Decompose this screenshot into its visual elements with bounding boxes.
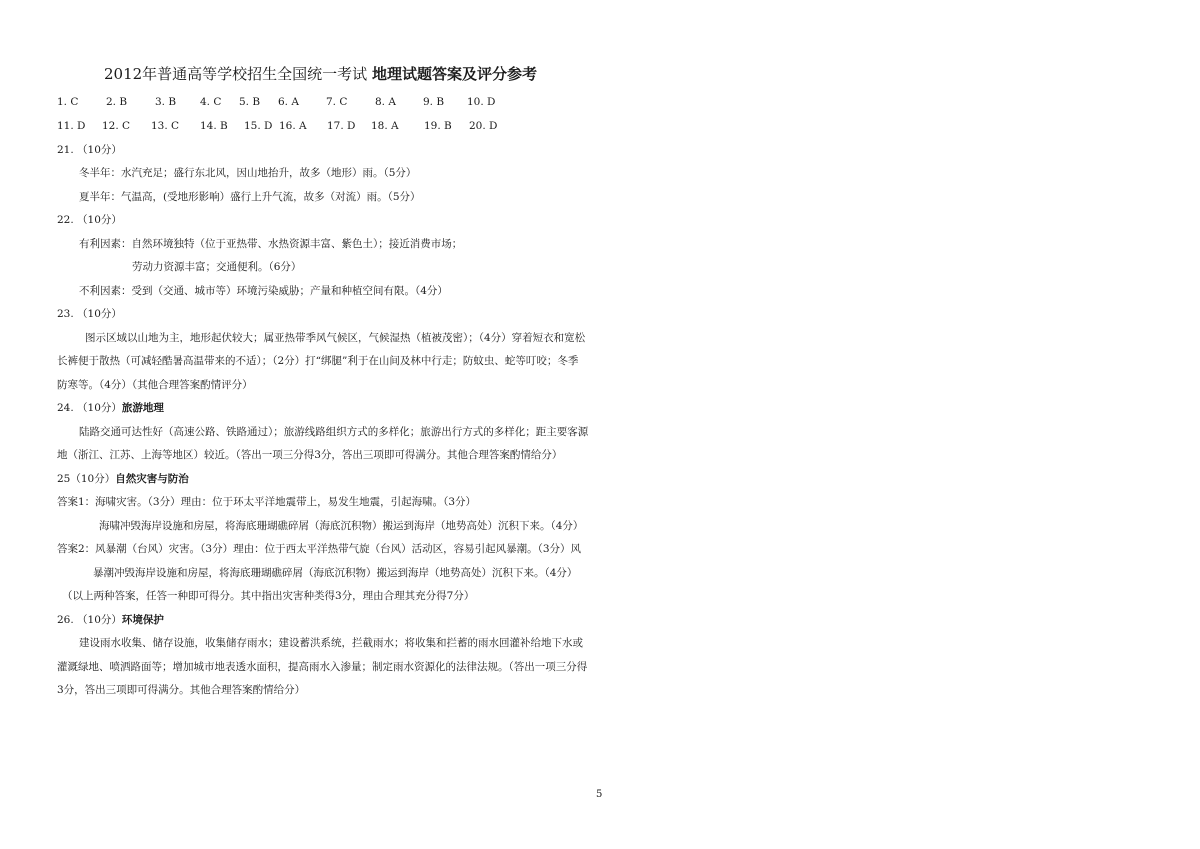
answer-text: 不利因素：受到（交通、城市等）环境污染威胁；产量和种植空间有限。（4分） [79, 285, 448, 297]
answer-text: 劳动力资源丰富；交通便利。（6分） [132, 261, 302, 273]
answer-item: 9. B [423, 96, 445, 108]
answer-text: 有利因素：自然环境独特（位于亚热带、水热资源丰富、紫色土）；接近消费市场； [79, 238, 463, 250]
answer-item: 10. D [467, 96, 496, 108]
answer-text: 长裤便于散热（可减轻酷暑高温带来的不适）；（2分）打“绑腿”利于在山间及林中行走；防蚊虫、蛇等叮咬；冬季 [57, 355, 579, 367]
question-topic: 环境保护 [121, 614, 164, 626]
answer-item: 5. B [239, 96, 261, 108]
answer-item: 8. A [375, 96, 396, 108]
answer-item: 3. B [155, 96, 177, 108]
page-number: 5 [596, 789, 603, 800]
answer-item: 19. B [424, 120, 452, 132]
answer-item: 17. D [327, 120, 356, 132]
answer-item: 13. C [151, 120, 180, 132]
answer-item: 15. D [244, 120, 273, 132]
page-title [104, 64, 537, 84]
answer-item: 7. C [326, 96, 348, 108]
answer-item: 12. C [102, 120, 131, 132]
question-topic: 自然灾害与防治 [115, 473, 189, 485]
answer-item: 4. C [200, 96, 222, 108]
answer-item: 2. B [106, 96, 128, 108]
answer-text: 陆路交通可达性好（高速公路、铁路通过）；旅游线路组织方式的多样化；旅游出行方式的多样化；距主要客源 [79, 426, 589, 438]
answer-text: 灌溉绿地、喷洒路面等；增加城市地表透水面积，提高雨水入渗量；制定雨水资源化的法律法规。（答出一项三分得 [57, 661, 588, 673]
question-topic: 旅游地理 [121, 402, 164, 414]
question-24-heading [57, 401, 164, 415]
title-bold: 地理试题答案及评分参考 [371, 65, 537, 83]
answer-item: 11. D [57, 120, 86, 132]
answer-item: 16. A [279, 120, 307, 132]
question-26-heading [57, 613, 164, 627]
answer-item: 20. D [469, 120, 498, 132]
answer-text: 暴潮冲毁海岸设施和房屋，将海底珊瑚礁碎屑（海底沉积物）搬运到海岸（地势高处）沉积下来。（4分） [93, 567, 578, 579]
answer-text: 地（浙江、江苏、上海等地区）较近。（答出一项三分得3分，答出三项即可得满分。其他合理答案酌情给分） [57, 449, 563, 461]
question-21-heading: 21. （10分） [57, 144, 122, 156]
question-25-heading [57, 472, 189, 486]
answer-text: 答案2：风暴潮（台风）灾害。（3分）理由：位于西太平洋热带气旋（台风）活动区，容易引起风暴潮。（3分）风 [57, 543, 582, 555]
title-main: 2012年普通高等学校招生全国统一考试 [104, 65, 368, 83]
question-number: 26. （10分） [57, 614, 122, 626]
answer-text: （以上两种答案，任答一种即可得分。其中指出灾害种类得3分，理由合理其充分得7分） [62, 590, 475, 602]
question-number: 24. （10分） [57, 402, 122, 414]
answer-text: 海啸冲毁海岸设施和房屋，将海底珊瑚礁碎屑（海底沉积物）搬运到海岸（地势高处）沉积下来。（4分） [99, 520, 584, 532]
answer-text: 防寒等。（4分）（其他合理答案酌情评分） [57, 379, 253, 391]
question-22-heading: 22. （10分） [57, 214, 122, 226]
answer-item: 6. A [278, 96, 299, 108]
answer-text: 图示区域以山地为主，地形起伏较大；属亚热带季风气候区，气候湿热（植被茂密）；（4分）穿着短衣和宽松 [85, 332, 586, 344]
answer-item: 18. A [371, 120, 399, 132]
answer-text: 冬半年：水汽充足；盛行东北风，因山地抬升，故多（地形）雨。（5分） [79, 167, 417, 179]
answer-item: 1. C [57, 96, 79, 108]
question-23-heading: 23. （10分） [57, 308, 122, 320]
answer-text: 夏半年：气温高，(受地形影响）盛行上升气流，故多（对流）雨。（5分） [79, 191, 421, 203]
question-number: 25（10分） [57, 473, 116, 485]
answer-text: 3分，答出三项即可得满分。其他合理答案酌情给分） [57, 684, 306, 696]
answer-text: 答案1：海啸灾害。（3分）理由：位于环太平洋地震带上，易发生地震，引起海啸。（3分） [57, 496, 477, 508]
answer-text: 建设雨水收集、储存设施，收集储存雨水；建设蓄洪系统，拦截雨水；将收集和拦蓄的雨水回灌补给地下水或 [79, 637, 583, 649]
answer-item: 14. B [200, 120, 228, 132]
